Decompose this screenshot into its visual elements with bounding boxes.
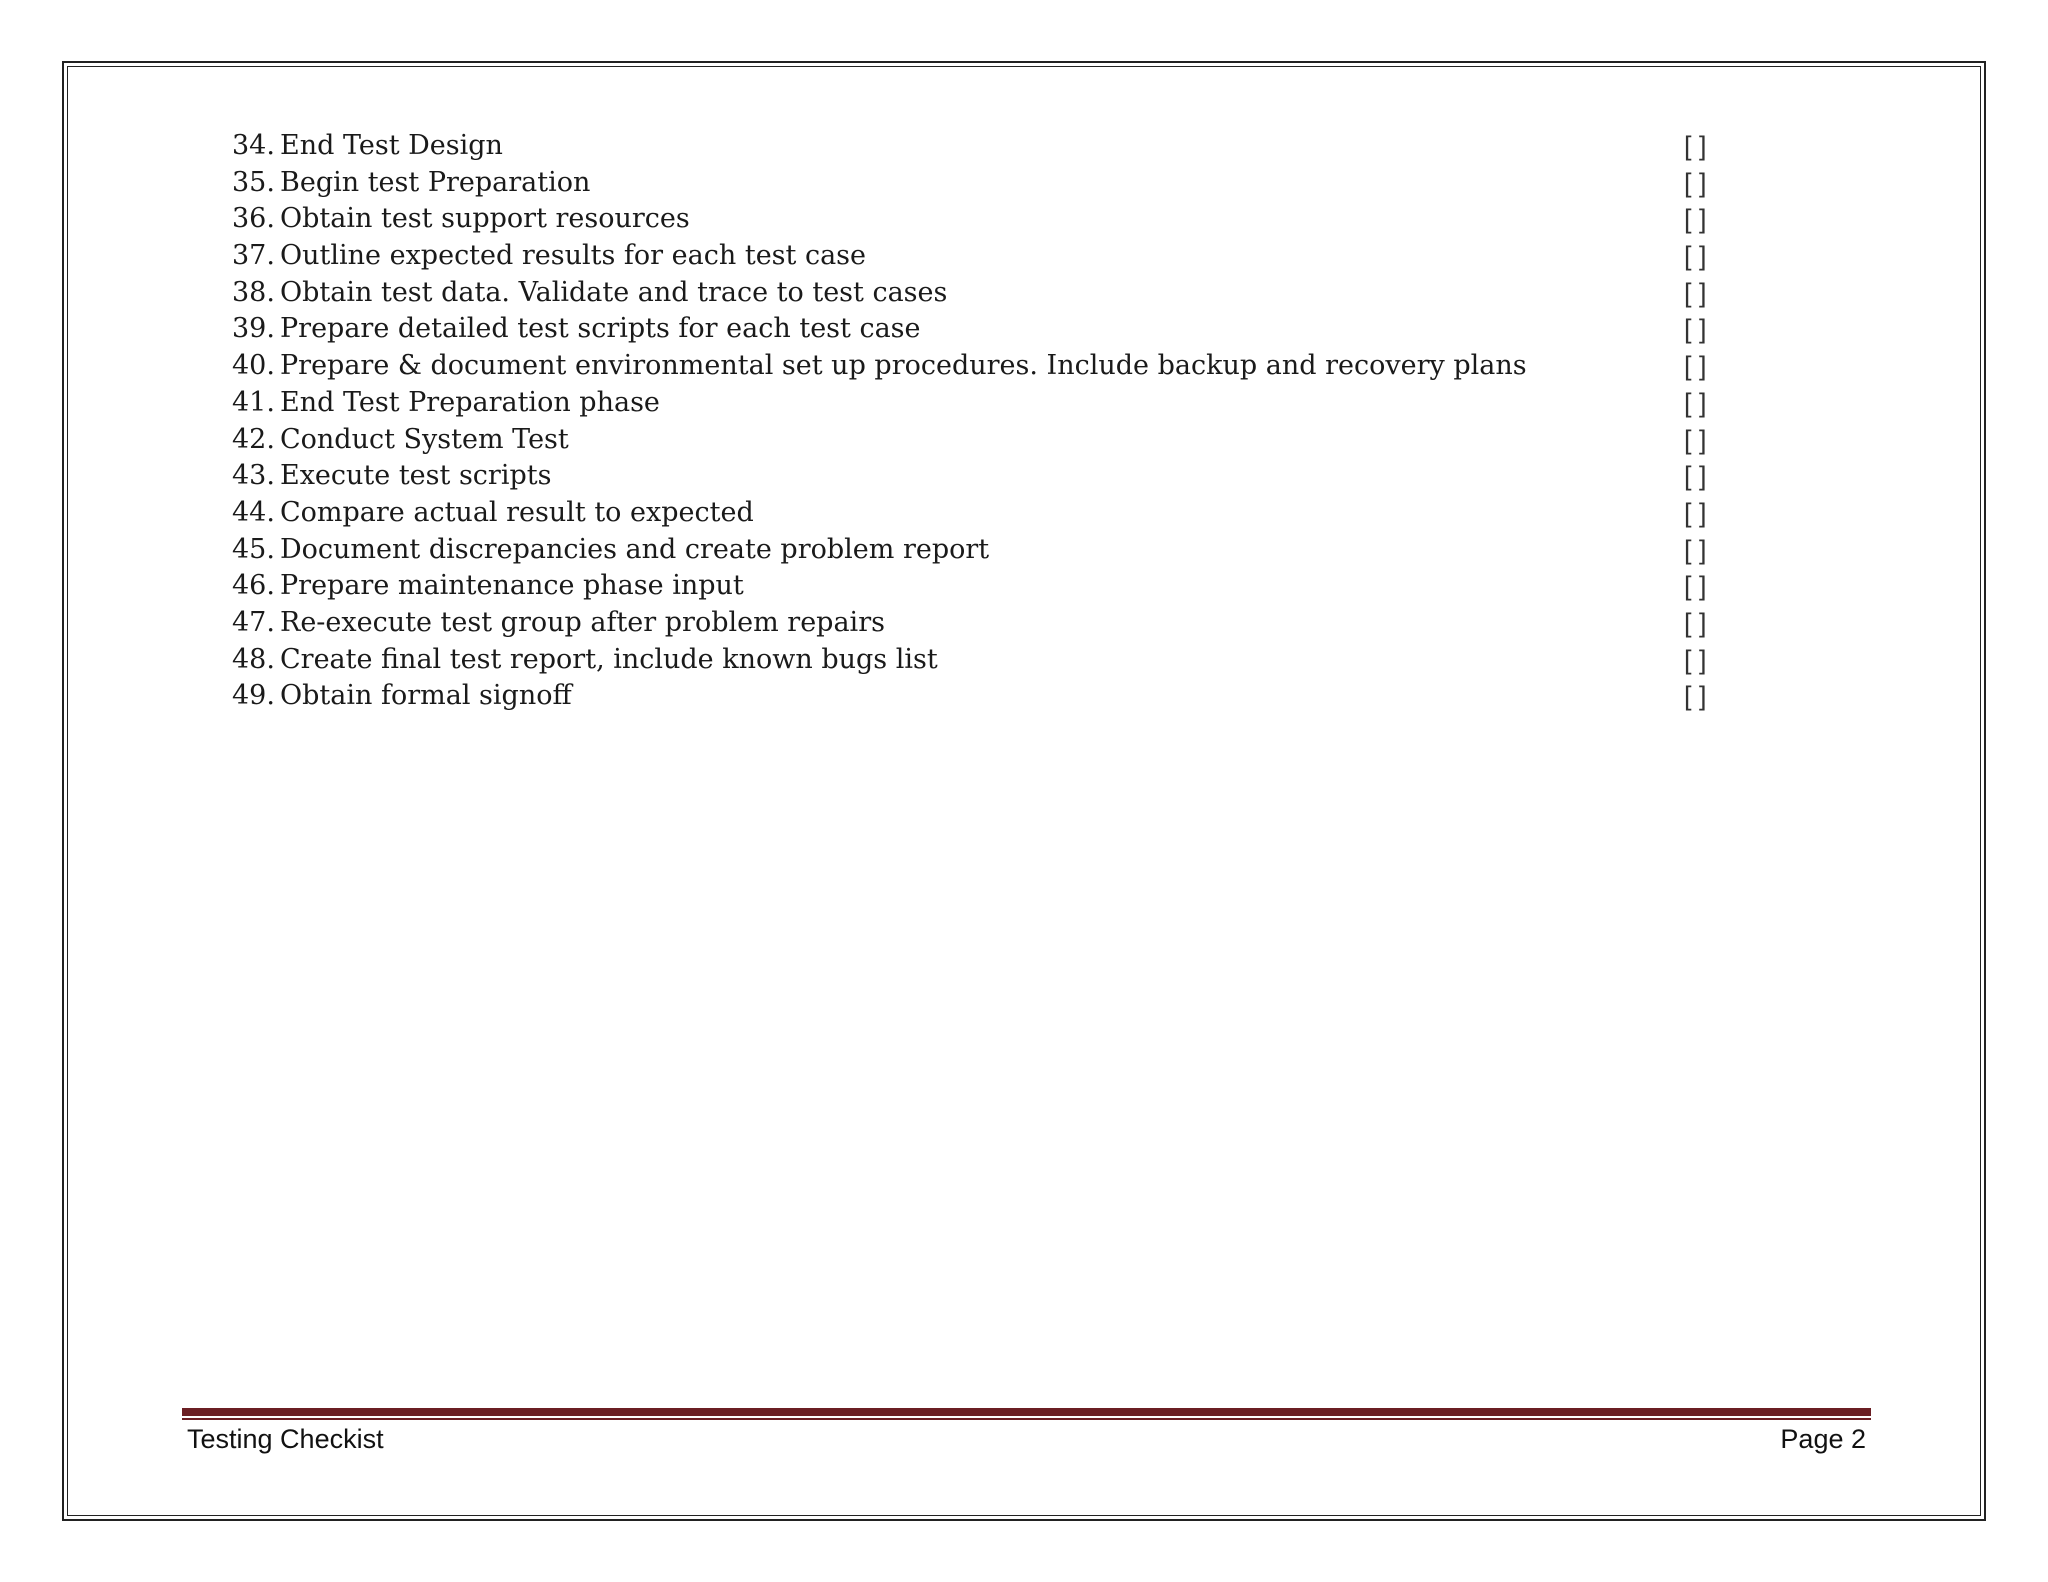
item-checkbox[interactable]: [ ] xyxy=(1684,534,1707,565)
checklist-item-48 xyxy=(232,642,1712,679)
item-number: 35. xyxy=(232,166,275,198)
item-checkbox[interactable]: [ ] xyxy=(1684,387,1707,418)
item-checkbox[interactable]: [ ] xyxy=(1684,571,1707,602)
checklist-item-49 xyxy=(232,678,1712,715)
item-number: 49. xyxy=(232,680,275,712)
checklist-item-46 xyxy=(232,568,1712,605)
checklist-item-34 xyxy=(232,128,1712,165)
item-text: Prepare & document environmental set up procedures. Include backup and recovery plans xyxy=(280,350,1527,382)
checklist-item-43 xyxy=(232,458,1712,495)
item-number: 44. xyxy=(232,496,275,528)
item-number: 37. xyxy=(232,240,275,272)
item-text: Prepare detailed test scripts for each test case xyxy=(280,313,921,345)
item-text: Re-execute test group after problem repairs xyxy=(280,606,885,638)
item-text: Conduct System Test xyxy=(280,423,569,455)
item-number: 48. xyxy=(232,643,275,675)
item-number: 36. xyxy=(232,203,275,235)
item-number: 34. xyxy=(232,130,275,161)
testing-checklist xyxy=(232,128,1712,715)
footer-page-number: Page 2 xyxy=(1780,1424,1866,1454)
item-number: 47. xyxy=(232,606,275,638)
item-checkbox[interactable]: [ ] xyxy=(1684,167,1707,198)
item-text: Prepare maintenance phase input xyxy=(280,570,744,602)
checklist-item-45 xyxy=(232,532,1712,569)
item-checkbox[interactable]: [ ] xyxy=(1684,644,1707,675)
checklist-item-42 xyxy=(232,422,1712,459)
item-text: Create final test report, include known bugs list xyxy=(280,643,938,675)
item-checkbox[interactable]: [ ] xyxy=(1684,497,1707,528)
checklist-item-41 xyxy=(232,385,1712,422)
item-checkbox[interactable]: [ ] xyxy=(1684,681,1707,712)
checklist-item-40 xyxy=(232,348,1712,385)
item-checkbox[interactable]: [ ] xyxy=(1684,131,1707,161)
checklist-item-44 xyxy=(232,495,1712,532)
footer-divider-thick xyxy=(182,1408,1871,1416)
checklist-item-38 xyxy=(232,275,1712,312)
checklist-item-36 xyxy=(232,201,1712,238)
item-text: Compare actual result to expected xyxy=(280,496,754,528)
item-text: End Test Design xyxy=(280,130,503,161)
item-checkbox[interactable]: [ ] xyxy=(1684,314,1707,345)
checklist-item-47 xyxy=(232,605,1712,642)
item-number: 46. xyxy=(232,570,275,602)
item-number: 43. xyxy=(232,460,275,492)
item-number: 40. xyxy=(232,350,275,382)
item-text: Outline expected results for each test case xyxy=(280,240,867,272)
item-checkbox[interactable]: [ ] xyxy=(1684,241,1707,272)
item-text: Document discrepancies and create problem report xyxy=(280,533,990,565)
item-checkbox[interactable]: [ ] xyxy=(1684,351,1707,382)
item-checkbox[interactable]: [ ] xyxy=(1684,461,1707,492)
item-number: 45. xyxy=(232,533,275,565)
item-text: End Test Preparation phase xyxy=(280,386,660,418)
footer-document-title: Testing Checkist xyxy=(187,1424,384,1454)
item-text: Obtain formal signoff xyxy=(280,680,572,712)
checklist-item-35 xyxy=(232,165,1712,202)
item-checkbox[interactable]: [ ] xyxy=(1684,204,1707,235)
checklist-item-37 xyxy=(232,238,1712,275)
checklist-item-39 xyxy=(232,311,1712,348)
item-text: Obtain test support resources xyxy=(280,203,690,235)
item-text: Begin test Preparation xyxy=(280,166,591,198)
item-checkbox[interactable]: [ ] xyxy=(1684,424,1707,455)
item-checkbox[interactable]: [ ] xyxy=(1684,277,1707,308)
item-checkbox[interactable]: [ ] xyxy=(1684,607,1707,638)
item-number: 39. xyxy=(232,313,275,345)
item-number: 38. xyxy=(232,276,275,308)
item-number: 41. xyxy=(232,386,275,418)
item-text: Obtain test data. Validate and trace to test cases xyxy=(280,276,948,308)
item-text: Execute test scripts xyxy=(280,460,552,492)
item-number: 42. xyxy=(232,423,275,455)
footer-divider-thin xyxy=(182,1418,1871,1420)
